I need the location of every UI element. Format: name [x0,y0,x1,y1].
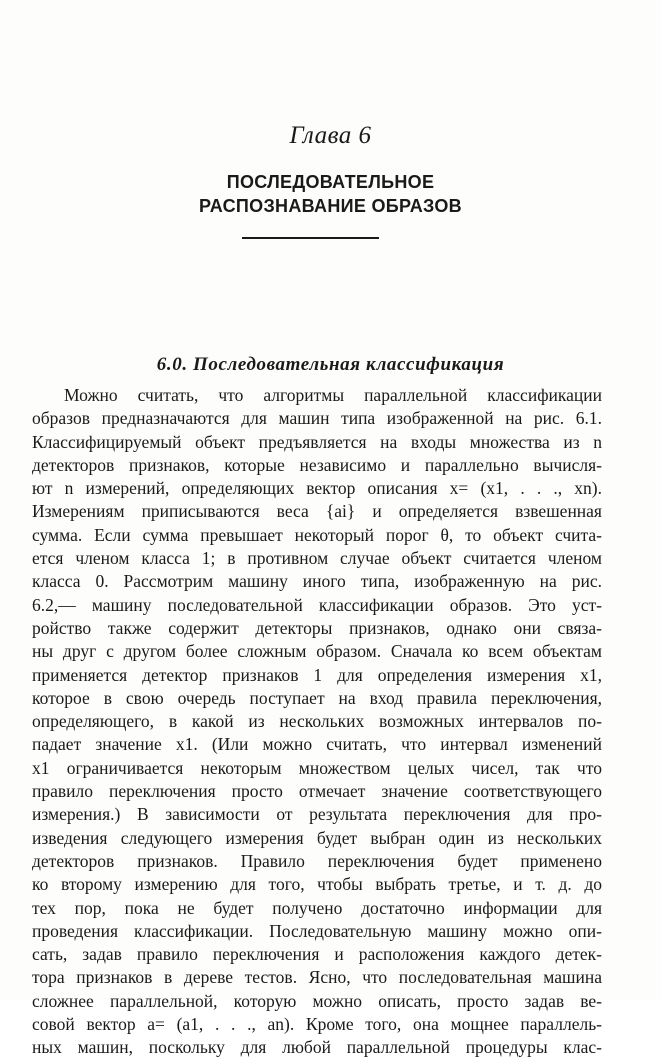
text-line: падает значение x1. (Или можно считать, что интервал изменений [32,734,602,755]
chapter-title [0,170,661,218]
text-line: правило переключения просто отмечает значение соответствующего [32,781,602,802]
text-line: измерения.) В зависимости от результата переключения для про- [32,804,602,825]
text-line: сумма. Если сумма превышает некоторый порог θ, то объект счита- [32,524,602,545]
text-line: сать, задав правило переключения и расположения каждого детек- [32,944,602,965]
text-line: 6.2,— машину последовательной классификации образов. Это уст- [32,594,602,615]
text-line: совой вектор a= (a1, . . ., an). Кроме того, она мощнее параллель- [32,1014,602,1035]
text-line: Можно считать, что алгоритмы параллельной классификации [64,385,602,405]
text-line: ко второму измерению для того, чтобы выбрать третье, и т. д. до [32,874,602,895]
chapter-title-line: РАСПОЗНАВАНИЕ ОБРАЗОВ [199,196,462,216]
text-line: детекторов признаков. Правило переключения будет применено [32,850,602,871]
section-heading: 6.0. Последовательная классификация [156,354,505,375]
text-line: определяющего, в какой из нескольких возможных интервалов по- [32,711,602,732]
text-line: образов предназначаются для машин типа изображенной на рис. 6.1. [32,408,602,429]
text-line: которое в свою очередь поступает на вход правила переключения, [32,687,602,708]
text-line: тора признаков в дереве тестов. Ясно, что последовательная машина [32,967,602,988]
text-line: ны друг с другом более сложным образом. Сначала ко всем объектам [32,641,602,662]
chapter-title-line: ПОСЛЕДОВАТЕЛЬНОЕ [226,172,435,192]
text-line: класса 0. Рассмотрим машину иного типа, изображенную на рис. [32,571,602,592]
title-divider [242,237,379,239]
text-line: ется членом класса 1; в противном случае объект считается членом [32,548,602,569]
text-line: ройство также содержит детекторы признаков, однако они связа- [32,617,602,638]
text-line: применяется детектор признаков 1 для определения измерения x1, [32,664,602,685]
text-line: Классифицируемый объект предъявляется на входы множества из n [32,431,602,452]
body-paragraph [32,384,602,1060]
text-line: изведения следующего измерения будет выбран один из нескольких [32,827,602,848]
chapter-label: Глава 6 [289,122,372,149]
text-line: тех пор, пока не будет получено достаточно информации для [32,897,602,918]
text-line: Измерениям приписываются веса {ai} и определяется взвешенная [32,501,602,522]
text-line: проведения классификации. Последовательную машину можно опи- [32,920,602,941]
text-line: сложнее параллельной, которую можно описать, просто задав ве- [32,990,602,1011]
text-line: ных машин, поскольку для любой параллельной процедуры клас- [32,1037,602,1058]
text-line: ют n измерений, определяющих вектор описания x= (x1, . . ., xn). [32,478,602,499]
text-line: x1 ограничивается некоторым множеством целых чисел, так что [32,757,602,778]
text-line: детекторов признаков, которые независимо и параллельно вычисля- [32,454,602,475]
